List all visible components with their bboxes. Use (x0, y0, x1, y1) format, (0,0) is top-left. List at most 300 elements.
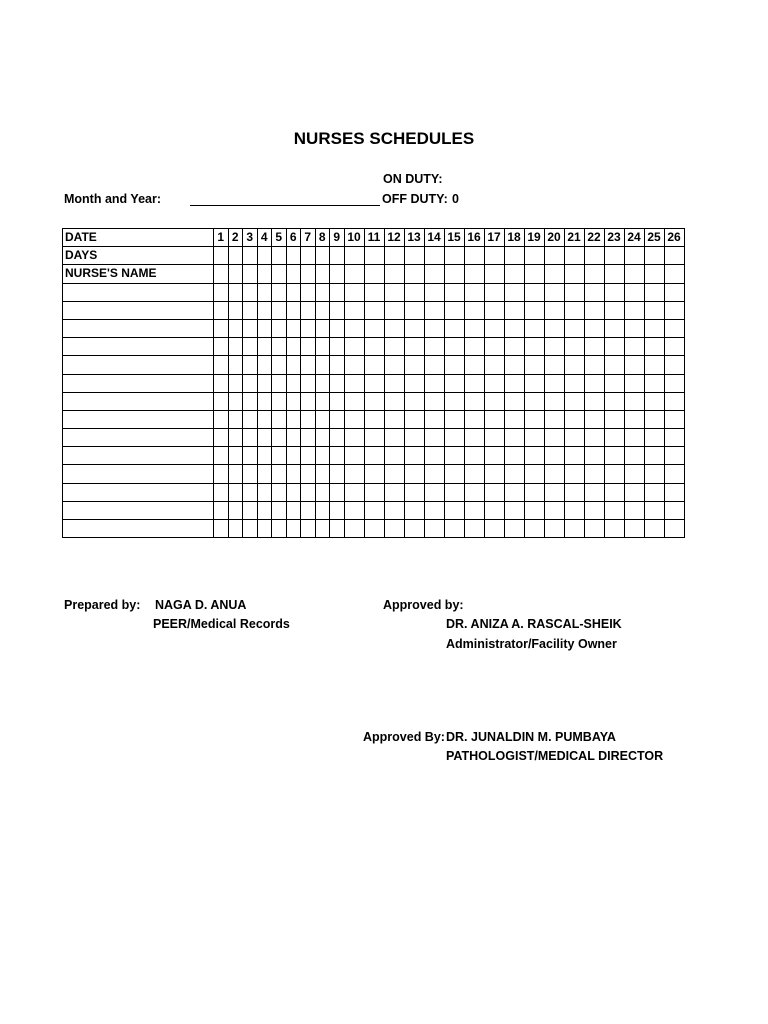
month-year-field[interactable] (190, 193, 380, 211)
schedule-cell[interactable] (286, 338, 301, 356)
schedule-cell[interactable] (484, 356, 504, 374)
schedule-cell[interactable] (344, 410, 364, 428)
schedule-cell[interactable] (544, 338, 564, 356)
schedule-cell[interactable] (624, 247, 644, 265)
schedule-cell[interactable] (444, 319, 464, 337)
schedule-cell[interactable] (286, 410, 301, 428)
schedule-cell[interactable] (228, 447, 243, 465)
schedule-cell[interactable] (444, 356, 464, 374)
schedule-cell[interactable] (604, 374, 624, 392)
schedule-cell[interactable] (364, 283, 384, 301)
schedule-cell[interactable] (484, 319, 504, 337)
schedule-cell[interactable] (484, 465, 504, 483)
schedule-cell[interactable] (257, 410, 272, 428)
schedule-cell[interactable] (272, 374, 287, 392)
schedule-cell[interactable] (301, 283, 316, 301)
schedule-cell[interactable] (564, 392, 584, 410)
schedule-cell[interactable] (604, 429, 624, 447)
schedule-cell[interactable] (464, 301, 484, 319)
schedule-cell[interactable] (444, 247, 464, 265)
schedule-cell[interactable] (644, 374, 664, 392)
schedule-cell[interactable] (330, 265, 345, 283)
schedule-cell[interactable] (344, 483, 364, 501)
schedule-cell[interactable] (664, 265, 684, 283)
schedule-cell[interactable] (504, 501, 524, 519)
schedule-cell[interactable] (504, 265, 524, 283)
schedule-cell[interactable] (384, 247, 404, 265)
schedule-cell[interactable] (664, 465, 684, 483)
schedule-cell[interactable] (624, 265, 644, 283)
schedule-cell[interactable] (315, 392, 330, 410)
schedule-cell[interactable] (330, 247, 345, 265)
schedule-cell[interactable] (344, 374, 364, 392)
schedule-cell[interactable] (243, 465, 258, 483)
schedule-cell[interactable] (286, 392, 301, 410)
schedule-cell[interactable] (424, 501, 444, 519)
schedule-cell[interactable] (243, 483, 258, 501)
schedule-cell[interactable] (544, 465, 564, 483)
schedule-cell[interactable] (644, 501, 664, 519)
schedule-cell[interactable] (584, 265, 604, 283)
schedule-cell[interactable] (257, 483, 272, 501)
schedule-cell[interactable] (272, 447, 287, 465)
nurse-name-cell[interactable] (63, 338, 214, 356)
schedule-cell[interactable] (544, 319, 564, 337)
schedule-cell[interactable] (644, 338, 664, 356)
schedule-cell[interactable] (330, 356, 345, 374)
schedule-cell[interactable] (301, 392, 316, 410)
schedule-cell[interactable] (444, 338, 464, 356)
schedule-cell[interactable] (228, 374, 243, 392)
schedule-cell[interactable] (214, 283, 229, 301)
schedule-cell[interactable] (301, 356, 316, 374)
schedule-cell[interactable] (344, 301, 364, 319)
schedule-cell[interactable] (524, 483, 544, 501)
schedule-cell[interactable] (424, 319, 444, 337)
schedule-cell[interactable] (624, 447, 644, 465)
schedule-cell[interactable] (624, 283, 644, 301)
schedule-cell[interactable] (243, 283, 258, 301)
schedule-cell[interactable] (484, 429, 504, 447)
schedule-cell[interactable] (301, 338, 316, 356)
schedule-cell[interactable] (286, 465, 301, 483)
schedule-cell[interactable] (344, 265, 364, 283)
schedule-cell[interactable] (404, 319, 424, 337)
schedule-cell[interactable] (444, 410, 464, 428)
schedule-cell[interactable] (424, 247, 444, 265)
schedule-cell[interactable] (484, 265, 504, 283)
schedule-cell[interactable] (404, 265, 424, 283)
schedule-cell[interactable] (272, 319, 287, 337)
schedule-cell[interactable] (344, 501, 364, 519)
schedule-cell[interactable] (504, 520, 524, 538)
schedule-cell[interactable] (564, 429, 584, 447)
schedule-cell[interactable] (584, 447, 604, 465)
schedule-cell[interactable] (257, 392, 272, 410)
schedule-cell[interactable] (464, 356, 484, 374)
schedule-cell[interactable] (504, 429, 524, 447)
schedule-cell[interactable] (564, 465, 584, 483)
schedule-cell[interactable] (315, 501, 330, 519)
schedule-cell[interactable] (214, 465, 229, 483)
schedule-cell[interactable] (330, 410, 345, 428)
schedule-cell[interactable] (584, 247, 604, 265)
schedule-cell[interactable] (384, 319, 404, 337)
schedule-cell[interactable] (301, 465, 316, 483)
schedule-cell[interactable] (624, 374, 644, 392)
schedule-cell[interactable] (524, 283, 544, 301)
schedule-cell[interactable] (464, 465, 484, 483)
schedule-cell[interactable] (404, 465, 424, 483)
schedule-cell[interactable] (228, 410, 243, 428)
schedule-cell[interactable] (444, 265, 464, 283)
schedule-cell[interactable] (584, 356, 604, 374)
schedule-cell[interactable] (404, 483, 424, 501)
schedule-cell[interactable] (524, 319, 544, 337)
schedule-cell[interactable] (404, 356, 424, 374)
schedule-cell[interactable] (464, 374, 484, 392)
schedule-cell[interactable] (384, 410, 404, 428)
schedule-cell[interactable] (464, 429, 484, 447)
schedule-cell[interactable] (272, 520, 287, 538)
schedule-cell[interactable] (464, 483, 484, 501)
schedule-cell[interactable] (444, 374, 464, 392)
schedule-cell[interactable] (424, 429, 444, 447)
schedule-cell[interactable] (444, 483, 464, 501)
schedule-cell[interactable] (301, 319, 316, 337)
schedule-cell[interactable] (664, 520, 684, 538)
schedule-cell[interactable] (624, 465, 644, 483)
schedule-cell[interactable] (214, 429, 229, 447)
schedule-cell[interactable] (384, 301, 404, 319)
schedule-cell[interactable] (664, 410, 684, 428)
schedule-cell[interactable] (257, 356, 272, 374)
schedule-cell[interactable] (330, 338, 345, 356)
schedule-cell[interactable] (524, 410, 544, 428)
schedule-cell[interactable] (484, 501, 504, 519)
schedule-cell[interactable] (344, 447, 364, 465)
schedule-cell[interactable] (286, 447, 301, 465)
schedule-cell[interactable] (243, 392, 258, 410)
schedule-cell[interactable] (301, 265, 316, 283)
schedule-cell[interactable] (315, 410, 330, 428)
schedule-cell[interactable] (504, 392, 524, 410)
schedule-cell[interactable] (584, 392, 604, 410)
schedule-cell[interactable] (301, 301, 316, 319)
schedule-cell[interactable] (364, 356, 384, 374)
schedule-cell[interactable] (257, 520, 272, 538)
schedule-cell[interactable] (315, 338, 330, 356)
schedule-cell[interactable] (228, 301, 243, 319)
schedule-cell[interactable] (664, 501, 684, 519)
schedule-cell[interactable] (564, 410, 584, 428)
schedule-cell[interactable] (404, 374, 424, 392)
schedule-cell[interactable] (384, 465, 404, 483)
schedule-cell[interactable] (243, 265, 258, 283)
schedule-cell[interactable] (444, 465, 464, 483)
schedule-cell[interactable] (644, 301, 664, 319)
schedule-cell[interactable] (524, 301, 544, 319)
schedule-cell[interactable] (344, 356, 364, 374)
nurse-name-cell[interactable] (63, 501, 214, 519)
schedule-cell[interactable] (257, 265, 272, 283)
schedule-cell[interactable] (504, 410, 524, 428)
schedule-cell[interactable] (257, 465, 272, 483)
schedule-cell[interactable] (544, 520, 564, 538)
schedule-cell[interactable] (384, 447, 404, 465)
schedule-cell[interactable] (504, 301, 524, 319)
schedule-cell[interactable] (272, 283, 287, 301)
schedule-cell[interactable] (257, 247, 272, 265)
schedule-cell[interactable] (484, 410, 504, 428)
schedule-cell[interactable] (424, 410, 444, 428)
schedule-cell[interactable] (504, 447, 524, 465)
schedule-cell[interactable] (330, 483, 345, 501)
schedule-cell[interactable] (214, 520, 229, 538)
schedule-cell[interactable] (644, 247, 664, 265)
schedule-cell[interactable] (524, 520, 544, 538)
schedule-cell[interactable] (504, 483, 524, 501)
schedule-cell[interactable] (644, 447, 664, 465)
schedule-cell[interactable] (257, 283, 272, 301)
schedule-cell[interactable] (301, 447, 316, 465)
schedule-cell[interactable] (257, 374, 272, 392)
schedule-cell[interactable] (644, 265, 664, 283)
schedule-cell[interactable] (404, 429, 424, 447)
schedule-cell[interactable] (286, 301, 301, 319)
schedule-cell[interactable] (424, 392, 444, 410)
schedule-cell[interactable] (272, 483, 287, 501)
schedule-cell[interactable] (243, 447, 258, 465)
schedule-cell[interactable] (214, 319, 229, 337)
schedule-cell[interactable] (214, 410, 229, 428)
schedule-cell[interactable] (272, 501, 287, 519)
schedule-cell[interactable] (364, 429, 384, 447)
schedule-cell[interactable] (464, 447, 484, 465)
schedule-cell[interactable] (424, 338, 444, 356)
schedule-cell[interactable] (544, 301, 564, 319)
schedule-cell[interactable] (664, 247, 684, 265)
schedule-cell[interactable] (564, 319, 584, 337)
schedule-cell[interactable] (464, 338, 484, 356)
schedule-cell[interactable] (272, 338, 287, 356)
schedule-cell[interactable] (330, 520, 345, 538)
nurse-name-cell[interactable] (63, 319, 214, 337)
schedule-cell[interactable] (544, 447, 564, 465)
schedule-cell[interactable] (464, 392, 484, 410)
schedule-cell[interactable] (315, 465, 330, 483)
schedule-cell[interactable] (444, 429, 464, 447)
schedule-cell[interactable] (344, 392, 364, 410)
schedule-cell[interactable] (404, 283, 424, 301)
schedule-cell[interactable] (214, 483, 229, 501)
schedule-cell[interactable] (584, 319, 604, 337)
schedule-cell[interactable] (604, 483, 624, 501)
schedule-cell[interactable] (384, 483, 404, 501)
schedule-cell[interactable] (484, 338, 504, 356)
schedule-cell[interactable] (504, 338, 524, 356)
schedule-cell[interactable] (564, 501, 584, 519)
schedule-cell[interactable] (315, 265, 330, 283)
schedule-cell[interactable] (604, 301, 624, 319)
schedule-cell[interactable] (444, 283, 464, 301)
schedule-cell[interactable] (214, 301, 229, 319)
schedule-cell[interactable] (424, 283, 444, 301)
schedule-cell[interactable] (364, 447, 384, 465)
schedule-cell[interactable] (604, 410, 624, 428)
schedule-cell[interactable] (228, 265, 243, 283)
nurse-name-cell[interactable] (63, 429, 214, 447)
schedule-cell[interactable] (604, 356, 624, 374)
schedule-cell[interactable] (664, 319, 684, 337)
schedule-cell[interactable] (544, 483, 564, 501)
schedule-cell[interactable] (524, 392, 544, 410)
schedule-cell[interactable] (624, 410, 644, 428)
schedule-cell[interactable] (286, 265, 301, 283)
schedule-cell[interactable] (364, 319, 384, 337)
schedule-cell[interactable] (564, 283, 584, 301)
schedule-cell[interactable] (624, 392, 644, 410)
schedule-cell[interactable] (330, 429, 345, 447)
schedule-cell[interactable] (243, 301, 258, 319)
schedule-cell[interactable] (644, 283, 664, 301)
schedule-cell[interactable] (584, 283, 604, 301)
schedule-cell[interactable] (604, 283, 624, 301)
schedule-cell[interactable] (243, 338, 258, 356)
schedule-cell[interactable] (404, 501, 424, 519)
schedule-cell[interactable] (257, 319, 272, 337)
schedule-cell[interactable] (524, 247, 544, 265)
schedule-cell[interactable] (272, 465, 287, 483)
schedule-cell[interactable] (524, 501, 544, 519)
schedule-cell[interactable] (228, 520, 243, 538)
schedule-cell[interactable] (564, 356, 584, 374)
schedule-cell[interactable] (524, 356, 544, 374)
schedule-cell[interactable] (664, 338, 684, 356)
schedule-cell[interactable] (344, 338, 364, 356)
schedule-cell[interactable] (315, 520, 330, 538)
schedule-cell[interactable] (544, 501, 564, 519)
schedule-cell[interactable] (404, 410, 424, 428)
schedule-cell[interactable] (524, 465, 544, 483)
schedule-cell[interactable] (604, 392, 624, 410)
schedule-cell[interactable] (584, 520, 604, 538)
schedule-cell[interactable] (243, 356, 258, 374)
schedule-cell[interactable] (257, 301, 272, 319)
schedule-cell[interactable] (315, 447, 330, 465)
schedule-cell[interactable] (644, 356, 664, 374)
schedule-cell[interactable] (604, 520, 624, 538)
schedule-cell[interactable] (484, 483, 504, 501)
schedule-cell[interactable] (344, 319, 364, 337)
schedule-cell[interactable] (228, 465, 243, 483)
schedule-cell[interactable] (584, 301, 604, 319)
schedule-cell[interactable] (464, 319, 484, 337)
nurse-name-cell[interactable] (63, 520, 214, 538)
schedule-cell[interactable] (228, 392, 243, 410)
schedule-cell[interactable] (584, 465, 604, 483)
schedule-cell[interactable] (464, 501, 484, 519)
nurse-name-cell[interactable] (63, 392, 214, 410)
schedule-cell[interactable] (301, 501, 316, 519)
schedule-cell[interactable] (286, 319, 301, 337)
schedule-cell[interactable] (330, 374, 345, 392)
schedule-cell[interactable] (364, 410, 384, 428)
schedule-cell[interactable] (301, 410, 316, 428)
schedule-cell[interactable] (301, 374, 316, 392)
schedule-cell[interactable] (344, 520, 364, 538)
schedule-cell[interactable] (644, 429, 664, 447)
schedule-cell[interactable] (544, 410, 564, 428)
schedule-cell[interactable] (424, 465, 444, 483)
schedule-cell[interactable] (404, 301, 424, 319)
schedule-cell[interactable] (644, 319, 664, 337)
schedule-cell[interactable] (214, 265, 229, 283)
schedule-cell[interactable] (504, 356, 524, 374)
schedule-cell[interactable] (424, 483, 444, 501)
schedule-cell[interactable] (364, 301, 384, 319)
schedule-cell[interactable] (444, 520, 464, 538)
schedule-cell[interactable] (544, 392, 564, 410)
schedule-cell[interactable] (544, 265, 564, 283)
schedule-cell[interactable] (272, 247, 287, 265)
schedule-cell[interactable] (424, 374, 444, 392)
schedule-cell[interactable] (644, 483, 664, 501)
schedule-cell[interactable] (330, 283, 345, 301)
schedule-cell[interactable] (564, 520, 584, 538)
schedule-cell[interactable] (228, 483, 243, 501)
schedule-cell[interactable] (228, 319, 243, 337)
schedule-cell[interactable] (624, 520, 644, 538)
schedule-cell[interactable] (315, 247, 330, 265)
schedule-cell[interactable] (664, 283, 684, 301)
schedule-cell[interactable] (504, 465, 524, 483)
schedule-cell[interactable] (564, 374, 584, 392)
schedule-cell[interactable] (644, 465, 664, 483)
schedule-cell[interactable] (214, 447, 229, 465)
schedule-cell[interactable] (544, 356, 564, 374)
nurse-name-cell[interactable] (63, 483, 214, 501)
schedule-cell[interactable] (604, 319, 624, 337)
schedule-cell[interactable] (315, 356, 330, 374)
nurse-name-cell[interactable] (63, 410, 214, 428)
schedule-cell[interactable] (624, 483, 644, 501)
schedule-cell[interactable] (484, 247, 504, 265)
schedule-cell[interactable] (404, 392, 424, 410)
schedule-cell[interactable] (257, 429, 272, 447)
schedule-cell[interactable] (301, 520, 316, 538)
nurse-name-cell[interactable] (63, 356, 214, 374)
schedule-cell[interactable] (444, 392, 464, 410)
schedule-cell[interactable] (404, 338, 424, 356)
nurse-name-cell[interactable] (63, 301, 214, 319)
schedule-cell[interactable] (272, 410, 287, 428)
schedule-cell[interactable] (330, 465, 345, 483)
schedule-cell[interactable] (243, 520, 258, 538)
schedule-cell[interactable] (364, 483, 384, 501)
schedule-cell[interactable] (664, 483, 684, 501)
schedule-cell[interactable] (504, 247, 524, 265)
schedule-cell[interactable] (584, 410, 604, 428)
schedule-cell[interactable] (330, 319, 345, 337)
schedule-cell[interactable] (444, 301, 464, 319)
schedule-cell[interactable] (344, 247, 364, 265)
schedule-cell[interactable] (564, 447, 584, 465)
schedule-cell[interactable] (464, 265, 484, 283)
schedule-cell[interactable] (524, 374, 544, 392)
schedule-cell[interactable] (364, 247, 384, 265)
schedule-cell[interactable] (384, 338, 404, 356)
